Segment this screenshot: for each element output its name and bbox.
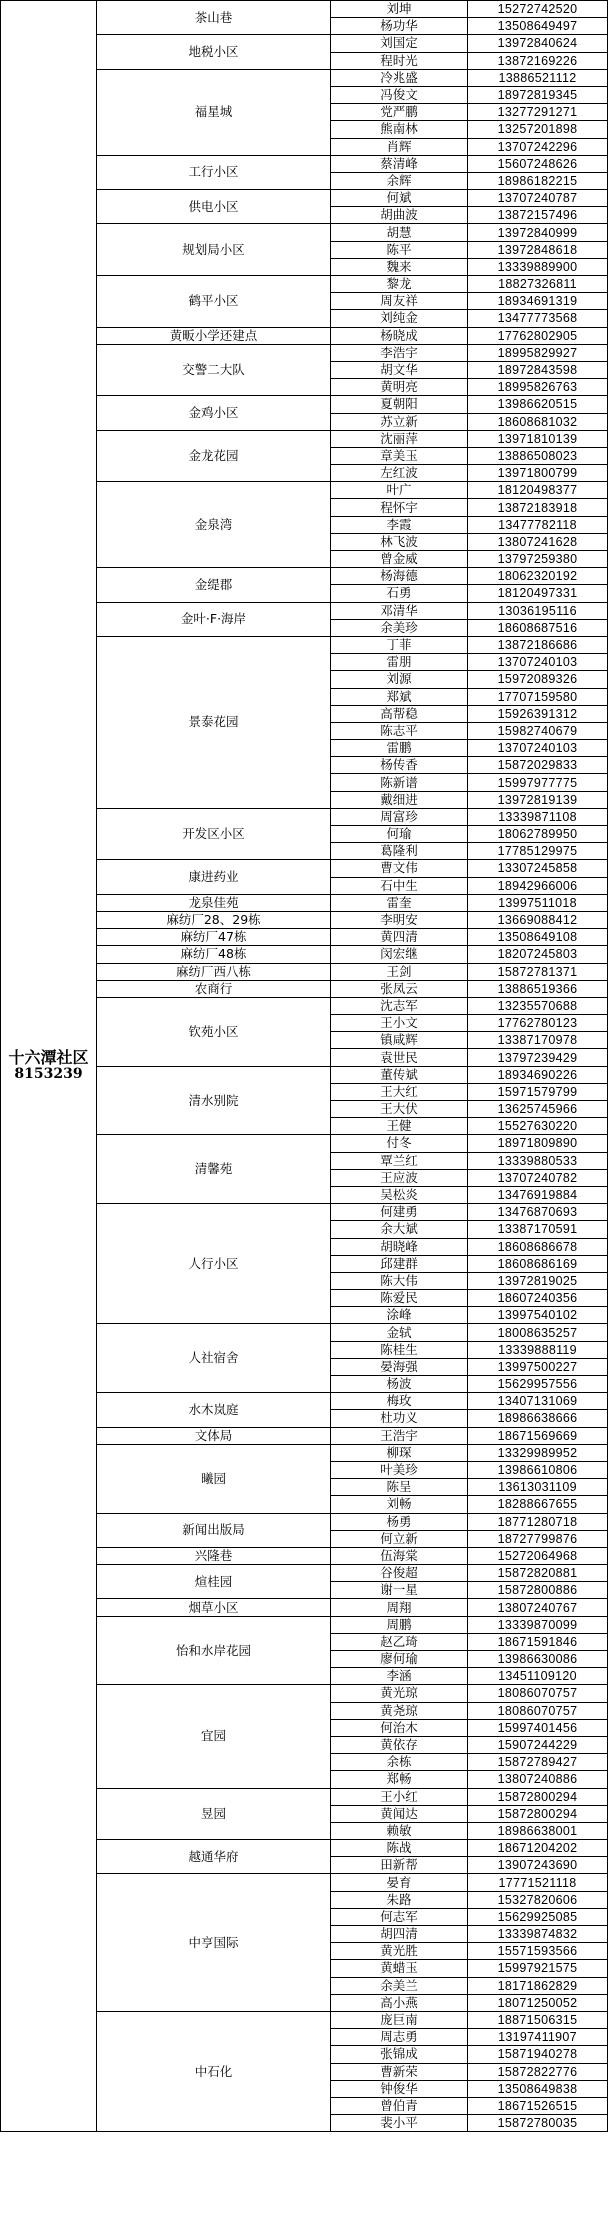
contact-phone-cell: 18120497331 xyxy=(468,585,608,602)
estate-cell: 煊桂园 xyxy=(97,1565,331,1599)
estate-cell: 康进药业 xyxy=(97,860,331,894)
contact-phone-cell: 18171862829 xyxy=(468,1977,608,1994)
contact-phone-cell: 13339874832 xyxy=(468,1926,608,1943)
contact-phone-cell: 18086070757 xyxy=(468,1702,608,1719)
estate-cell: 新闻出版局 xyxy=(97,1513,331,1547)
contact-name-cell: 雷朋 xyxy=(331,654,468,671)
contact-phone-cell: 18986182215 xyxy=(468,172,608,189)
contact-phone-cell: 15872800886 xyxy=(468,1582,608,1599)
contact-phone-cell: 13339870099 xyxy=(468,1616,608,1633)
contact-phone-cell: 17762802905 xyxy=(468,327,608,344)
contact-name-cell: 戴细进 xyxy=(331,791,468,808)
estate-cell: 龙泉佳苑 xyxy=(97,894,331,911)
contact-phone-cell: 18120498377 xyxy=(468,482,608,499)
contact-phone-cell: 15327820606 xyxy=(468,1891,608,1908)
contact-name-cell: 金轼 xyxy=(331,1324,468,1341)
contact-name-cell: 程怀宇 xyxy=(331,499,468,516)
contact-name-cell: 吴松炎 xyxy=(331,1186,468,1203)
estate-cell: 人社宿舍 xyxy=(97,1324,331,1393)
contact-name-cell: 杨晓成 xyxy=(331,327,468,344)
contact-name-cell: 李霞 xyxy=(331,516,468,533)
contact-phone-cell: 18972819345 xyxy=(468,86,608,103)
contact-phone-cell: 13872183918 xyxy=(468,499,608,516)
contact-name-cell: 黄光胜 xyxy=(331,1943,468,1960)
contact-phone-cell: 13807241628 xyxy=(468,533,608,550)
contact-name-cell: 熊南林 xyxy=(331,121,468,138)
contact-phone-cell: 13707240787 xyxy=(468,190,608,207)
estate-cell: 农商行 xyxy=(97,980,331,997)
estate-cell: 中亨国际 xyxy=(97,1874,331,2012)
contact-name-cell: 黄尧琼 xyxy=(331,1702,468,1719)
contact-phone-cell: 13907243690 xyxy=(468,1857,608,1874)
contact-phone-cell: 15872822776 xyxy=(468,2063,608,2080)
contact-phone-cell: 13339871108 xyxy=(468,808,608,825)
contact-phone-cell: 13387170978 xyxy=(468,1032,608,1049)
contact-name-cell: 陈战 xyxy=(331,1840,468,1857)
estate-cell: 交警二大队 xyxy=(97,344,331,396)
contact-phone-cell: 13257201898 xyxy=(468,121,608,138)
contact-name-cell: 晏育 xyxy=(331,1874,468,1891)
estate-cell: 曦园 xyxy=(97,1444,331,1513)
contact-phone-cell: 13036195116 xyxy=(468,602,608,619)
contact-phone-cell: 13972848618 xyxy=(468,241,608,258)
contact-name-cell: 左红波 xyxy=(331,465,468,482)
community-cell xyxy=(1,1,97,2132)
contact-name-cell: 杨功华 xyxy=(331,18,468,35)
contact-name-cell: 肖辉 xyxy=(331,138,468,155)
contact-name-cell: 余美兰 xyxy=(331,1977,468,1994)
contact-phone-cell: 13339880533 xyxy=(468,1152,608,1169)
contact-name-cell: 章美玉 xyxy=(331,447,468,464)
contact-name-cell: 周翔 xyxy=(331,1599,468,1616)
table-row xyxy=(1,1,608,18)
contact-phone-cell: 13307245858 xyxy=(468,860,608,877)
contact-phone-cell: 15872789427 xyxy=(468,1754,608,1771)
estate-cell: 怡和水岸花园 xyxy=(97,1616,331,1685)
estate-cell: 宜园 xyxy=(97,1685,331,1788)
contact-name-cell: 冷兆盛 xyxy=(331,69,468,86)
contact-phone-cell: 13797259380 xyxy=(468,551,608,568)
contact-name-cell: 林飞波 xyxy=(331,533,468,550)
contact-phone-cell: 13807240767 xyxy=(468,1599,608,1616)
contact-phone-cell: 18008635257 xyxy=(468,1324,608,1341)
contact-name-cell: 陈新谱 xyxy=(331,774,468,791)
contact-name-cell: 闵宏继 xyxy=(331,946,468,963)
contact-name-cell: 胡慧 xyxy=(331,224,468,241)
contact-name-cell: 杨波 xyxy=(331,1376,468,1393)
contact-phone-cell: 18827326811 xyxy=(468,276,608,293)
contact-name-cell: 杨勇 xyxy=(331,1513,468,1530)
contact-phone-cell: 13508649108 xyxy=(468,929,608,946)
contact-phone-cell: 18934690226 xyxy=(468,1066,608,1083)
contact-name-cell: 庞巨南 xyxy=(331,2011,468,2028)
estate-cell: 钦苑小区 xyxy=(97,997,331,1066)
contact-name-cell: 黎龙 xyxy=(331,276,468,293)
contact-phone-cell: 18934691319 xyxy=(468,293,608,310)
contact-name-cell: 叶美珍 xyxy=(331,1461,468,1478)
contact-name-cell: 高帮稳 xyxy=(331,705,468,722)
contact-name-cell: 曾金威 xyxy=(331,551,468,568)
contact-phone-cell: 15872800294 xyxy=(468,1805,608,1822)
contact-name-cell: 涂峰 xyxy=(331,1307,468,1324)
contact-name-cell: 邱建群 xyxy=(331,1255,468,1272)
contact-phone-cell: 13707240103 xyxy=(468,654,608,671)
contact-phone-cell: 13972819025 xyxy=(468,1272,608,1289)
contact-name-cell: 黄蜡玉 xyxy=(331,1960,468,1977)
contact-name-cell: 高小燕 xyxy=(331,1994,468,2011)
contact-phone-cell: 13235570688 xyxy=(468,997,608,1014)
contact-phone-cell: 18608681032 xyxy=(468,413,608,430)
contact-name-cell: 刘国定 xyxy=(331,35,468,52)
contact-name-cell: 余栋 xyxy=(331,1754,468,1771)
contact-name-cell: 胡晓峰 xyxy=(331,1238,468,1255)
contact-name-cell: 何建勇 xyxy=(331,1204,468,1221)
contact-name-cell: 柳琛 xyxy=(331,1444,468,1461)
contact-phone-cell: 15982740679 xyxy=(468,722,608,739)
contact-name-cell: 郑斌 xyxy=(331,688,468,705)
contact-name-cell: 赵乙琦 xyxy=(331,1633,468,1650)
contact-phone-cell: 17771521118 xyxy=(468,1874,608,1891)
contact-phone-cell: 18671569669 xyxy=(468,1427,608,1444)
contact-name-cell: 周鹏 xyxy=(331,1616,468,1633)
contact-phone-cell: 13886521112 xyxy=(468,69,608,86)
contact-phone-cell: 13407131069 xyxy=(468,1393,608,1410)
contact-phone-cell: 13886519366 xyxy=(468,980,608,997)
contact-name-cell: 苏立新 xyxy=(331,413,468,430)
contact-name-cell: 石中生 xyxy=(331,877,468,894)
contact-phone-cell: 13451109120 xyxy=(468,1668,608,1685)
contact-name-cell: 夏朝阳 xyxy=(331,396,468,413)
contact-phone-cell: 13986610806 xyxy=(468,1461,608,1478)
contact-name-cell: 程时光 xyxy=(331,52,468,69)
contact-name-cell: 谷俊超 xyxy=(331,1565,468,1582)
estate-cell: 景泰花园 xyxy=(97,636,331,808)
contact-name-cell: 刘源 xyxy=(331,671,468,688)
contact-name-cell: 蔡清峰 xyxy=(331,155,468,172)
contact-phone-cell: 17785129975 xyxy=(468,843,608,860)
contact-phone-cell: 13613031109 xyxy=(468,1479,608,1496)
estate-cell: 福星城 xyxy=(97,69,331,155)
contact-name-cell: 袁世民 xyxy=(331,1049,468,1066)
contact-name-cell: 谢一星 xyxy=(331,1582,468,1599)
estate-cell: 供电小区 xyxy=(97,190,331,224)
estate-cell: 烟草小区 xyxy=(97,1599,331,1616)
contact-phone-cell: 13971800799 xyxy=(468,465,608,482)
contact-name-cell: 杨传香 xyxy=(331,757,468,774)
contact-name-cell: 郑畅 xyxy=(331,1771,468,1788)
estate-cell: 兴隆巷 xyxy=(97,1547,331,1564)
contact-phone-cell: 18608686678 xyxy=(468,1238,608,1255)
contact-name-cell: 李涵 xyxy=(331,1668,468,1685)
contact-name-cell: 王小文 xyxy=(331,1015,468,1032)
contact-name-cell: 党严鹏 xyxy=(331,104,468,121)
contact-name-cell: 石勇 xyxy=(331,585,468,602)
estate-cell: 金龙花园 xyxy=(97,430,331,482)
contact-phone-cell: 18771280718 xyxy=(468,1513,608,1530)
contact-name-cell: 董传斌 xyxy=(331,1066,468,1083)
contact-name-cell: 黄四清 xyxy=(331,929,468,946)
contact-name-cell: 刘坤 xyxy=(331,1,468,18)
contact-phone-cell: 15971579799 xyxy=(468,1083,608,1100)
contact-phone-cell: 13339889900 xyxy=(468,258,608,275)
contact-name-cell: 镇咸辉 xyxy=(331,1032,468,1049)
estate-cell: 黄畈小学还建点 xyxy=(97,327,331,344)
contact-phone-cell: 18086070757 xyxy=(468,1685,608,1702)
community-name: 十六潭社区 xyxy=(8,1048,89,1068)
contact-phone-cell: 13872186686 xyxy=(468,636,608,653)
contact-name-cell: 杨海德 xyxy=(331,568,468,585)
contact-phone-cell: 18995826763 xyxy=(468,379,608,396)
contact-name-cell: 刘畅 xyxy=(331,1496,468,1513)
estate-cell: 麻纺厂西八栋 xyxy=(97,963,331,980)
contact-name-cell: 曾伯青 xyxy=(331,2097,468,2114)
contact-name-cell: 伍海棠 xyxy=(331,1547,468,1564)
contact-phone-cell: 13339888119 xyxy=(468,1341,608,1358)
contact-name-cell: 何立新 xyxy=(331,1530,468,1547)
contact-phone-cell: 15872800294 xyxy=(468,1788,608,1805)
contact-phone-cell: 18608687516 xyxy=(468,619,608,636)
estate-cell: 麻纺厂47栋 xyxy=(97,929,331,946)
estate-cell: 昱园 xyxy=(97,1788,331,1840)
contact-name-cell: 冯俊文 xyxy=(331,86,468,103)
contact-phone-cell: 18207245803 xyxy=(468,946,608,963)
contact-name-cell: 黄明亮 xyxy=(331,379,468,396)
contact-name-cell: 王大红 xyxy=(331,1083,468,1100)
contact-name-cell: 周友祥 xyxy=(331,293,468,310)
contact-name-cell: 胡文华 xyxy=(331,361,468,378)
contact-phone-cell: 15607248626 xyxy=(468,155,608,172)
contact-name-cell: 陈呈 xyxy=(331,1479,468,1496)
contact-name-cell: 余辉 xyxy=(331,172,468,189)
contact-phone-cell: 15997401456 xyxy=(468,1719,608,1736)
estate-cell: 清馨苑 xyxy=(97,1135,331,1204)
contact-phone-cell: 18288667655 xyxy=(468,1496,608,1513)
contact-phone-cell: 13971810139 xyxy=(468,430,608,447)
contact-name-cell: 黄光琼 xyxy=(331,1685,468,1702)
contact-phone-cell: 13707242296 xyxy=(468,138,608,155)
contact-name-cell: 王剑 xyxy=(331,963,468,980)
contact-phone-cell: 13986630086 xyxy=(468,1651,608,1668)
contact-phone-cell: 13197411907 xyxy=(468,2029,608,2046)
contact-name-cell: 廖何瑜 xyxy=(331,1651,468,1668)
contact-name-cell: 钟俊华 xyxy=(331,2080,468,2097)
estate-cell: 规划局小区 xyxy=(97,224,331,276)
contact-name-cell: 陈桂生 xyxy=(331,1341,468,1358)
contact-phone-cell: 18986638001 xyxy=(468,1822,608,1839)
contact-name-cell: 何斌 xyxy=(331,190,468,207)
contact-name-cell: 陈志平 xyxy=(331,722,468,739)
contact-name-cell: 刘纯金 xyxy=(331,310,468,327)
contact-phone-cell: 18971809890 xyxy=(468,1135,608,1152)
contact-phone-cell: 13508649838 xyxy=(468,2080,608,2097)
contact-name-cell: 雷鹏 xyxy=(331,740,468,757)
contact-name-cell: 朱路 xyxy=(331,1891,468,1908)
contact-phone-cell: 15272742520 xyxy=(468,1,608,18)
contact-phone-cell: 13797239429 xyxy=(468,1049,608,1066)
contact-phone-cell: 18608686169 xyxy=(468,1255,608,1272)
contact-phone-cell: 15527630220 xyxy=(468,1118,608,1135)
contact-name-cell: 何治木 xyxy=(331,1719,468,1736)
estate-cell: 鹤平小区 xyxy=(97,276,331,328)
contact-name-cell: 张锦成 xyxy=(331,2046,468,2063)
contact-name-cell: 陈爱民 xyxy=(331,1290,468,1307)
contact-name-cell: 王浩宇 xyxy=(331,1427,468,1444)
contact-name-cell: 裴小平 xyxy=(331,2115,468,2132)
contact-name-cell: 胡曲波 xyxy=(331,207,468,224)
contact-phone-cell: 18986638666 xyxy=(468,1410,608,1427)
contact-name-cell: 丁菲 xyxy=(331,636,468,653)
contact-phone-cell: 13277291271 xyxy=(468,104,608,121)
contact-name-cell: 魏来 xyxy=(331,258,468,275)
contact-name-cell: 陈平 xyxy=(331,241,468,258)
estate-cell: 开发区小区 xyxy=(97,808,331,860)
contact-name-cell: 李明安 xyxy=(331,911,468,928)
contact-name-cell: 晏海强 xyxy=(331,1358,468,1375)
contact-phone-cell: 18727799876 xyxy=(468,1530,608,1547)
estate-cell: 文体局 xyxy=(97,1427,331,1444)
estate-cell: 中石化 xyxy=(97,2011,331,2131)
contact-phone-cell: 13477773568 xyxy=(468,310,608,327)
contact-phone-cell: 18062789950 xyxy=(468,826,608,843)
contact-name-cell: 何志军 xyxy=(331,1908,468,1925)
contact-phone-cell: 15629925085 xyxy=(468,1908,608,1925)
contact-phone-cell: 15629957556 xyxy=(468,1376,608,1393)
contact-phone-cell: 15972089326 xyxy=(468,671,608,688)
contact-name-cell: 曹文伟 xyxy=(331,860,468,877)
contact-name-cell: 周富珍 xyxy=(331,808,468,825)
contact-name-cell: 陈大伟 xyxy=(331,1272,468,1289)
contact-name-cell: 余美珍 xyxy=(331,619,468,636)
estate-cell: 清水别院 xyxy=(97,1066,331,1135)
contact-phone-cell: 17707159580 xyxy=(468,688,608,705)
contact-name-cell: 周志勇 xyxy=(331,2029,468,2046)
contact-phone-cell: 18671591846 xyxy=(468,1633,608,1650)
estate-cell: 地税小区 xyxy=(97,35,331,69)
contact-phone-cell: 18972843598 xyxy=(468,361,608,378)
contact-phone-cell: 13972840999 xyxy=(468,224,608,241)
estate-cell: 人行小区 xyxy=(97,1204,331,1324)
estate-cell: 麻纺厂48栋 xyxy=(97,946,331,963)
estate-cell: 金鸡小区 xyxy=(97,396,331,430)
contact-phone-cell: 18995829927 xyxy=(468,344,608,361)
contact-name-cell: 覃兰红 xyxy=(331,1152,468,1169)
contact-phone-cell: 13476919884 xyxy=(468,1186,608,1203)
estate-cell: 麻纺厂28、29栋 xyxy=(97,911,331,928)
contact-phone-cell: 15997921575 xyxy=(468,1960,608,1977)
contact-phone-cell: 15926391312 xyxy=(468,705,608,722)
estate-cell: 金缇郡 xyxy=(97,568,331,602)
contact-name-cell: 王大伏 xyxy=(331,1101,468,1118)
contact-phone-cell: 13997540102 xyxy=(468,1307,608,1324)
estate-cell: 金叶·F·海岸 xyxy=(97,602,331,636)
contact-name-cell: 杜功义 xyxy=(331,1410,468,1427)
contact-name-cell: 黄依存 xyxy=(331,1736,468,1753)
contact-phone-cell: 18871506315 xyxy=(468,2011,608,2028)
contact-phone-cell: 15872820881 xyxy=(468,1565,608,1582)
community-phone: 8153239 xyxy=(14,1066,83,1083)
estate-cell: 工行小区 xyxy=(97,155,331,189)
contact-phone-cell: 15872029833 xyxy=(468,757,608,774)
contact-name-cell: 赖敏 xyxy=(331,1822,468,1839)
contact-phone-cell: 18062320192 xyxy=(468,568,608,585)
contact-phone-cell: 13886508023 xyxy=(468,447,608,464)
contact-name-cell: 张凤云 xyxy=(331,980,468,997)
contact-name-cell: 沈丽萍 xyxy=(331,430,468,447)
contact-phone-cell: 13387170591 xyxy=(468,1221,608,1238)
contact-name-cell: 雷奎 xyxy=(331,894,468,911)
estate-cell: 茶山巷 xyxy=(97,1,331,35)
contact-name-cell: 胡四清 xyxy=(331,1926,468,1943)
estate-cell: 水木岚庭 xyxy=(97,1393,331,1427)
contact-phone-cell: 18942966006 xyxy=(468,877,608,894)
contact-phone-cell: 15997977775 xyxy=(468,774,608,791)
contact-phone-cell: 13997511018 xyxy=(468,894,608,911)
contact-phone-cell: 13669088412 xyxy=(468,911,608,928)
contact-phone-cell: 13986620515 xyxy=(468,396,608,413)
contact-name-cell: 邓清华 xyxy=(331,602,468,619)
contact-name-cell: 王健 xyxy=(331,1118,468,1135)
contact-phone-cell: 13707240782 xyxy=(468,1169,608,1186)
estate-cell: 越通华府 xyxy=(97,1840,331,1874)
contact-name-cell: 田新帮 xyxy=(331,1857,468,1874)
contact-phone-cell: 18671204202 xyxy=(468,1840,608,1857)
contact-phone-cell: 13477782118 xyxy=(468,516,608,533)
contact-phone-cell: 13872157496 xyxy=(468,207,608,224)
contact-phone-cell: 15872780035 xyxy=(468,2115,608,2132)
contact-table-body xyxy=(1,1,608,2132)
contact-phone-cell: 18607240356 xyxy=(468,1290,608,1307)
contact-phone-cell: 13807240886 xyxy=(468,1771,608,1788)
contact-phone-cell: 15272064968 xyxy=(468,1547,608,1564)
contact-name-cell: 王小红 xyxy=(331,1788,468,1805)
contact-phone-cell: 15571593566 xyxy=(468,1943,608,1960)
contact-phone-cell: 15871940278 xyxy=(468,2046,608,2063)
contact-name-cell: 余大斌 xyxy=(331,1221,468,1238)
contact-name-cell: 李浩宇 xyxy=(331,344,468,361)
contact-name-cell: 梅玫 xyxy=(331,1393,468,1410)
contact-phone-cell: 13972840624 xyxy=(468,35,608,52)
contact-phone-cell: 13972819139 xyxy=(468,791,608,808)
contact-phone-cell: 17762780123 xyxy=(468,1015,608,1032)
contact-name-cell: 黄闻达 xyxy=(331,1805,468,1822)
contact-name-cell: 叶广 xyxy=(331,482,468,499)
contact-phone-cell: 13329989952 xyxy=(468,1444,608,1461)
contact-name-cell: 葛隆利 xyxy=(331,843,468,860)
contact-phone-cell: 18071250052 xyxy=(468,1994,608,2011)
contact-phone-cell: 13707240103 xyxy=(468,740,608,757)
contact-phone-cell: 13476870693 xyxy=(468,1204,608,1221)
contact-name-cell: 王应波 xyxy=(331,1169,468,1186)
contact-phone-cell: 13997500227 xyxy=(468,1358,608,1375)
contact-phone-cell: 13872169226 xyxy=(468,52,608,69)
contact-name-cell: 何瑜 xyxy=(331,826,468,843)
contact-name-cell: 付冬 xyxy=(331,1135,468,1152)
contact-phone-cell: 18671526515 xyxy=(468,2097,608,2114)
contact-name-cell: 曹新荣 xyxy=(331,2063,468,2080)
contact-phone-cell: 15872781371 xyxy=(468,963,608,980)
contact-phone-cell: 13508649497 xyxy=(468,18,608,35)
contact-name-cell: 沈志军 xyxy=(331,997,468,1014)
contact-phone-cell: 15907244229 xyxy=(468,1736,608,1753)
contact-phone-cell: 13625745966 xyxy=(468,1101,608,1118)
estate-cell: 金泉湾 xyxy=(97,482,331,568)
